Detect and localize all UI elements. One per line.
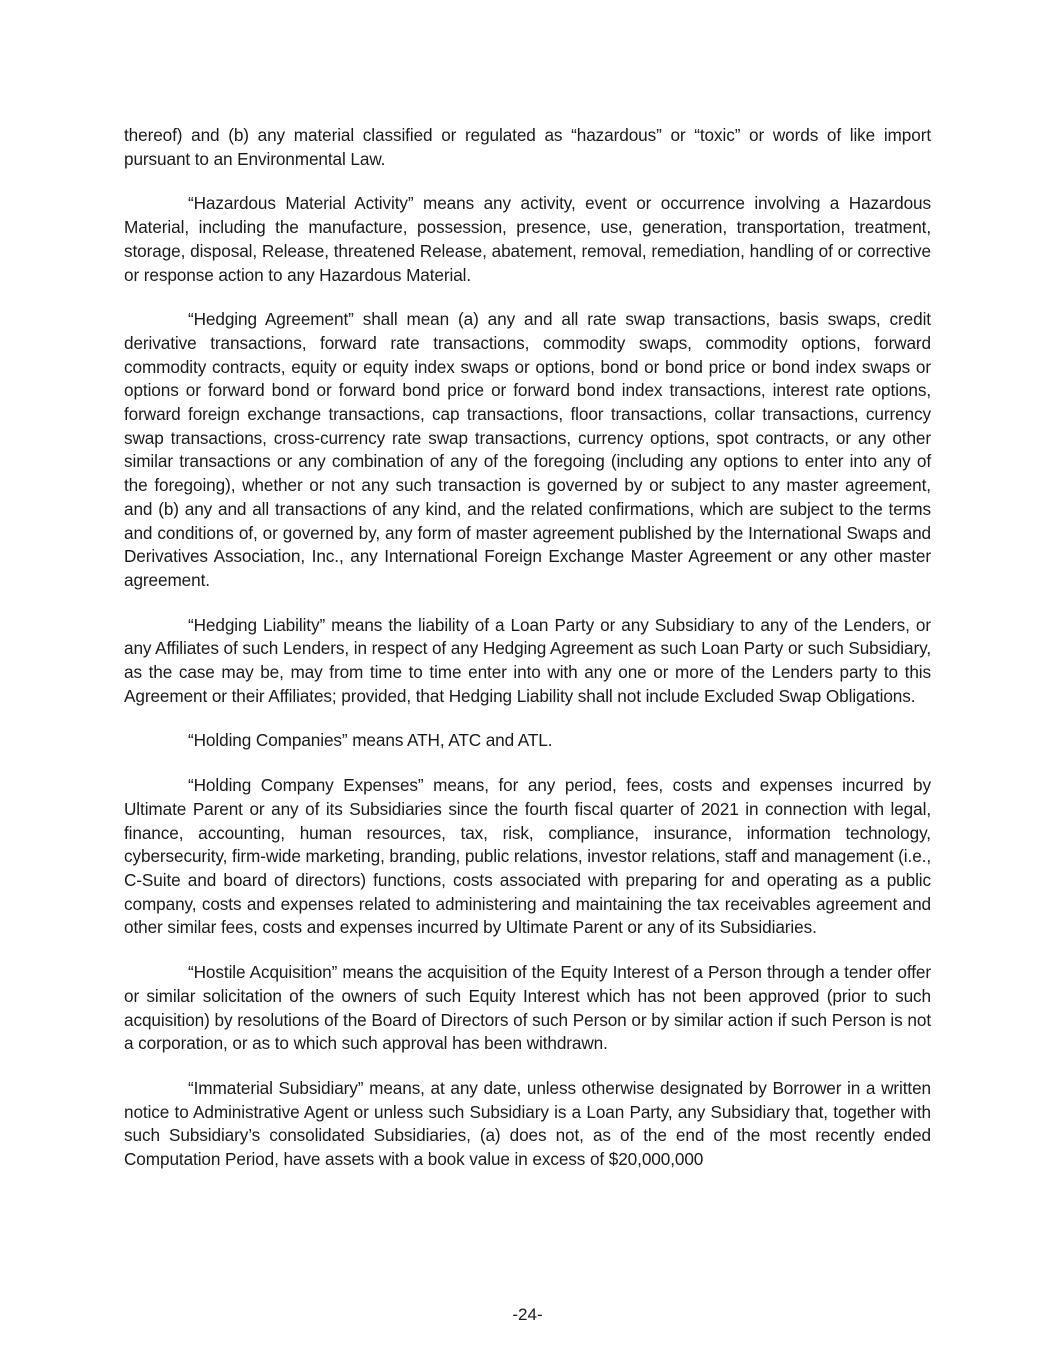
paragraph-hedging-liability: “Hedging Liability” means the liability of a Loan Party or any Subsidiary to any of the Lenders, or any Affiliates of such Lenders, in respect of any Hedging Agreement as such Loan Party or such Subsidiary, as the case may be, may from time to time enter into with any one or more of the Lenders party to this Agreement or their Affiliates; provided, that Hedging Liability shall not include Excluded Swap Obligations.	[124, 614, 931, 706]
paragraph-spacer	[124, 1056, 931, 1077]
paragraph-hazardous-material-activity: “Hazardous Material Activity” means any activity, event or occurrence involving a Hazardous Material, including the manufacture, possession, presence, use, generation, transportation, treatment, storage, disposal, Release, threatened Release, abatement, removal, remediation, handling of or corrective or response action to any Hazardous Material.	[124, 193, 931, 285]
paragraph-spacer	[124, 753, 931, 774]
paragraph-immaterial-subsidiary: “Immaterial Subsidiary” means, at any date, unless otherwise designated by Borrower in a written notice to Administrative Agent or unless such Subsidiary is a Loan Party, any Subsidiary that, together with such Subsidiary’s consolidated Subsidiaries, (a) does not, as of the end of the most recently ended Computation Period, have assets with a book value in excess of $20,000,000	[124, 1077, 931, 1170]
paragraph-holding-company-expenses: “Holding Company Expenses” means, for any period, fees, costs and expenses incurred by Ultimate Parent or any of its Subsidiaries since the fourth fiscal quarter of 2021 in connection with legal, finance, accounting, human resources, tax, risk, compliance, insurance, information technology, cybersecurity, firm-wide marketing, branding, public relations, investor relations, staff and management (i.e., C-Suite and board of directors) functions, costs associated with preparing for and operating as a public company, costs and expenses related to administering and maintaining the tax receivables agreement and other similar fees, costs and expenses incurred by Ultimate Parent or any of its Subsidiaries.	[124, 775, 931, 938]
paragraph-hedging-agreement: “Hedging Agreement” shall mean (a) any and all rate swap transactions, basis swaps, credit derivative transactions, forward rate transactions, commodity swaps, commodity options, forward commodity contracts, equity or equity index swaps or options, bond or bond price or bond index swaps or options or forward bond or forward bond price or forward bond index transactions, interest rate options, forward foreign exchange transactions, cap transactions, floor transactions, collar transactions, currency swap transactions, cross-currency rate swap transactions, currency options, spot contracts, or any other similar transactions or any combination of any of the foregoing (including any options to enter into any of the foregoing), whether or not any such transaction is governed by or subject to any master agreement, and (b) any and all transactions of any kind, and the related confirmations, which are subject to the terms and conditions of, or governed by, any form of master agreement published by the International Swaps and Derivatives Association, Inc., any International Foreign Exchange Master Agreement or any other master agreement.	[124, 309, 931, 590]
paragraph-hazardous-material-continued: thereof) and (b) any material classified or regulated as “hazardous” or “toxic” or words of like import pursuant to an Environmental Law.	[124, 125, 931, 169]
paragraph-holding-companies: “Holding Companies” means ATH, ATC and ATL.	[188, 730, 553, 751]
page-number: -24-	[512, 1305, 543, 1324]
paragraph-spacer	[124, 940, 931, 961]
document-page	[124, 124, 931, 1172]
paragraph-spacer	[124, 287, 931, 308]
paragraph-spacer	[124, 171, 931, 192]
paragraph-hostile-acquisition: “Hostile Acquisition” means the acquisition of the Equity Interest of a Person through a tender offer or similar solicitation of the owners of such Equity Interest which has not been approved (prior to such acquisition) by resolutions of the Board of Directors of such Person or by similar action if such Person is not a corporation, or as to which such approval has been withdrawn.	[124, 962, 931, 1054]
paragraph-spacer	[124, 593, 931, 614]
paragraph-spacer	[124, 708, 931, 729]
